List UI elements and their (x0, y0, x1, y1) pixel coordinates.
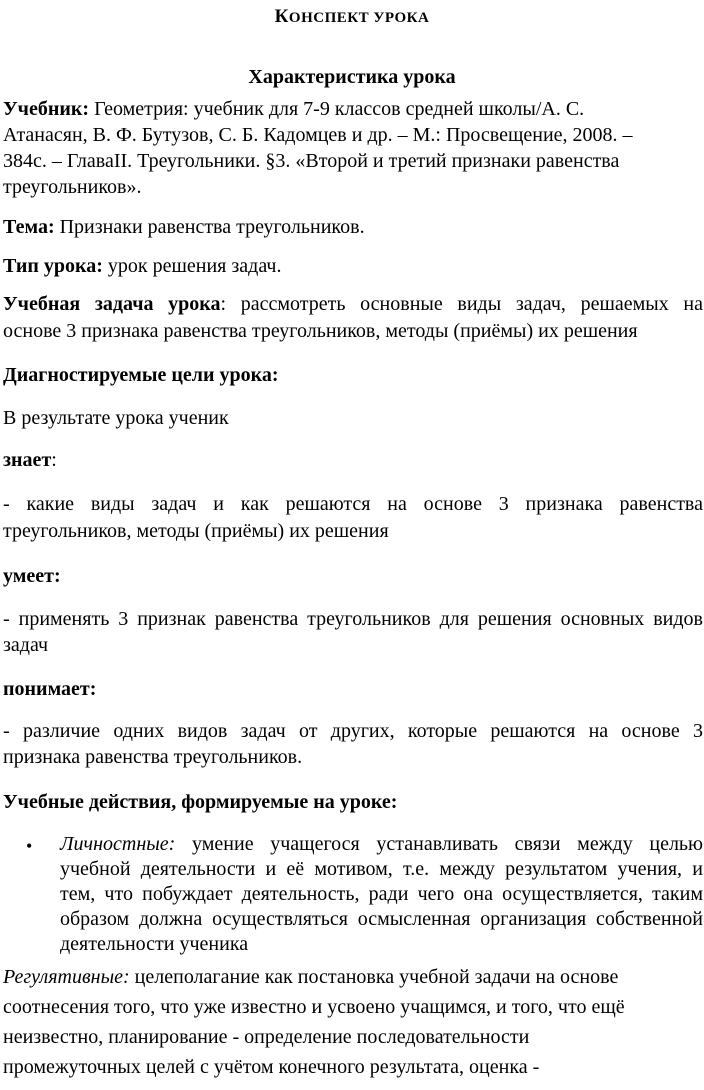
personal-line-2: учебной деятельности и её мотивом, т.е. между результатом учения, и (60, 858, 703, 880)
textbook-line-4: треугольников». (3, 176, 142, 198)
personal-line-3: тем, что побуждает деятельность, ради чего она осуществляется, таким (60, 883, 703, 905)
textbook-line-1 (3, 98, 703, 121)
regulatory-line-2: соотнесения того, что уже известно и усвоено учащимся, и того, что ещё (3, 996, 625, 1018)
personal-label: Личностные: (60, 833, 176, 855)
can-label: умеет: (3, 565, 61, 587)
learning-task-line-2: основе 3 признака равенства треугольников, методы (приёмы) их решения (3, 320, 638, 342)
textbook-text-1: Геометрия: учебник для 7-9 классов средней школы/А. С. (94, 98, 585, 120)
can-line-2: задач (3, 634, 49, 656)
regulatory-line-1 (3, 966, 703, 989)
personal-line-5: деятельности ученика (60, 933, 249, 955)
understands-line-2: признака равенства треугольников. (3, 746, 303, 768)
learning-task-text-1: : рассмотреть основные виды задач, решаемых на (220, 293, 703, 315)
goals-heading: Диагностируемые цели урока: (3, 364, 279, 386)
topic-line (3, 216, 703, 239)
learning-task-line-1 (3, 293, 703, 316)
topic-value: Признаки равенства треугольников. (59, 216, 365, 238)
knows-colon: : (51, 449, 57, 471)
page-title (0, 6, 704, 28)
regulatory-line-4: промежуточных целей с учётом конечного результата, оценка - (3, 1056, 540, 1078)
section-subtitle: Характеристика урока (248, 66, 456, 88)
knows-line-1: - какие виды задач и как решаются на основе 3 признака равенства (3, 493, 703, 515)
understands-label: понимает: (3, 678, 97, 700)
topic-label: Тема: (3, 216, 55, 238)
personal-line-1 (60, 833, 703, 856)
personal-line-4: образом должна осуществляться осмысленная организация собственной (60, 908, 703, 930)
textbook-label: Учебник: (3, 98, 90, 120)
goals-intro: В результате урока ученик (3, 407, 229, 429)
lesson-type-label: Тип урока: (3, 255, 103, 277)
textbook-line-2: Атанасян, В. Ф. Бутузов, С. Б. Кадомцев и др. – М.: Просвещение, 2008. – (3, 124, 633, 146)
learning-task-label: Учебная задача урока (3, 293, 221, 315)
lesson-type-line (3, 255, 703, 278)
regulatory-text-1: целеполагание как постановка учебной задачи на основе (129, 966, 619, 988)
can-line-1: - применять 3 признак равенства треугольников для решения основных видов (3, 608, 703, 630)
lesson-type-value: урок решения задач. (107, 255, 282, 277)
regulatory-line-3: неизвестно, планирование - определение последовательности (3, 1026, 530, 1048)
bullet-icon: • (26, 836, 33, 856)
knows-label-line (3, 449, 703, 472)
understands-line-1: - различие одних видов задач от других, которые решаются на основе 3 (3, 720, 703, 742)
actions-heading: Учебные действия, формируемые на уроке: (3, 791, 398, 813)
title-first-letter: К (274, 6, 289, 27)
regulatory-label: Регулятивные: (3, 966, 130, 988)
title-rest: ОНСПЕКТ УРОКА (288, 10, 430, 26)
knows-label: знает (3, 449, 52, 471)
textbook-line-3: 384с. – ГлаваII. Треугольники. §3. «Второй и третий признаки равенства (3, 150, 620, 172)
personal-text-1: умение учащегося устанавливать связи между целью (175, 833, 703, 855)
knows-line-2: треугольников, методы (приёмы) их решения (3, 520, 389, 542)
